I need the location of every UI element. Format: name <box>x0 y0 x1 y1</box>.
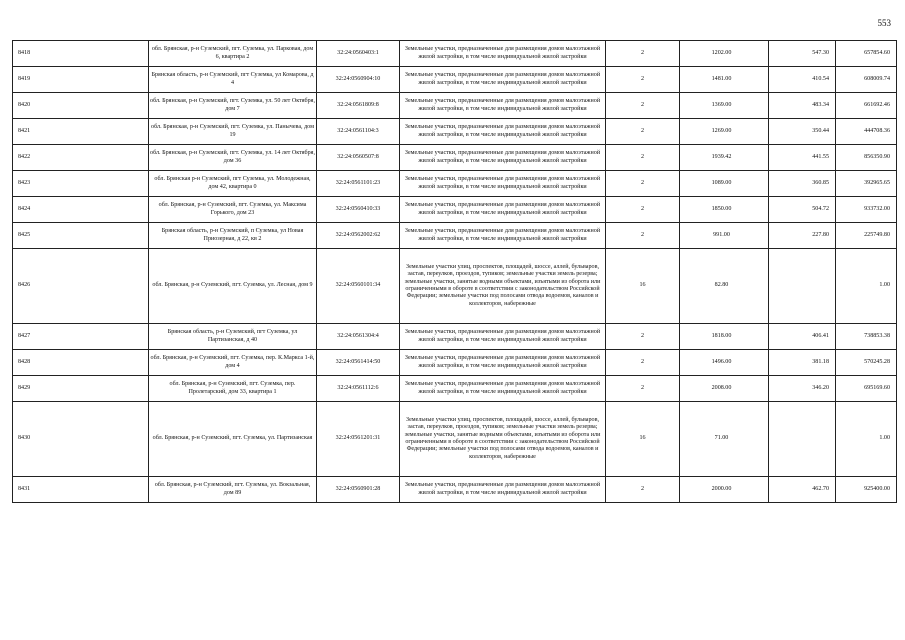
cadastral-number-cell: 32:24:0560507:8 <box>317 145 400 171</box>
row-number: 8430 <box>13 402 149 477</box>
area-cell: 1818.00 <box>680 324 769 350</box>
area-cell: 1481.00 <box>680 67 769 93</box>
specific-value-cell: 410.54 <box>769 67 836 93</box>
cadastral-value-cell: 570245.28 <box>836 350 897 376</box>
cadastral-value-cell: 657854.60 <box>836 41 897 67</box>
cadastral-number-cell: 32:24:0561104:3 <box>317 119 400 145</box>
area-cell: 1939.42 <box>680 145 769 171</box>
land-use-cell: Земельные участки улиц, проспектов, площадей, шоссе, аллей, бульваров, застав, переулков, проездов, тупиков; земельные участки земель резерва; земельные участки, занятые водными объектами, изъятыми из оборота или ограниченными в обороте в соответствии с законодательством Российской Федерации; земельные участки под полосами отвода водоемов, каналов и коллекторов, набережные <box>400 402 606 477</box>
table-row <box>13 324 897 350</box>
address-cell: обл. Брянская, р-н Суземский, пгт. Суземка, ул. Панычева, дом 19 <box>149 119 317 145</box>
cadastral-value-cell: 695169.60 <box>836 376 897 402</box>
cadastral-value-cell: 1.00 <box>836 402 897 477</box>
address-cell: обл. Брянская, р-н Суземский, пгт. Суземка, ул. Вокзальная, дом 89 <box>149 477 317 503</box>
cadastral-number-cell: 32:24:0561201:31 <box>317 402 400 477</box>
row-number: 8425 <box>13 223 149 249</box>
cadastral-number-cell: 32:24:0560403:1 <box>317 41 400 67</box>
table-row <box>13 376 897 402</box>
group-cell: 2 <box>606 67 680 93</box>
area-cell: 82.80 <box>680 249 769 324</box>
area-cell: 2000.00 <box>680 477 769 503</box>
table-row <box>13 93 897 119</box>
cadastral-number-cell: 32:24:0561101:23 <box>317 171 400 197</box>
group-cell: 2 <box>606 376 680 402</box>
row-number: 8420 <box>13 93 149 119</box>
page-number: 553 <box>877 18 891 28</box>
cadastral-number-cell: 32:24:0561304:4 <box>317 324 400 350</box>
table-row <box>13 223 897 249</box>
cadastral-number-cell: 32:24:0562002:62 <box>317 223 400 249</box>
address-cell: обл. Брянская, р-н Суземский, пгт. Суземка, пер. Пролетарский, дом 33, квартира 1 <box>149 376 317 402</box>
cadastral-number-cell: 32:24:0561414:50 <box>317 350 400 376</box>
row-number: 8418 <box>13 41 149 67</box>
area-cell: 2008.00 <box>680 376 769 402</box>
specific-value-cell: 381.18 <box>769 350 836 376</box>
area-cell: 1269.00 <box>680 119 769 145</box>
cadastral-number-cell: 32:24:0560904:10 <box>317 67 400 93</box>
row-number: 8426 <box>13 249 149 324</box>
row-number: 8421 <box>13 119 149 145</box>
cadastral-value-cell: 856350.90 <box>836 145 897 171</box>
table-row <box>13 171 897 197</box>
cadastral-value-cell: 444708.36 <box>836 119 897 145</box>
cadastral-number-cell: 32:24:0560101:34 <box>317 249 400 324</box>
specific-value-cell: 547.30 <box>769 41 836 67</box>
land-use-cell: Земельные участки, предназначенные для размещения домов малоэтажной жилой застройки, в том числе индивидуальной жилой застройки <box>400 324 606 350</box>
land-use-cell: Земельные участки, предназначенные для размещения домов малоэтажной жилой застройки, в том числе индивидуальной жилой застройки <box>400 119 606 145</box>
table-row <box>13 119 897 145</box>
table-row <box>13 197 897 223</box>
cadastral-number-cell: 32:24:0560901:28 <box>317 477 400 503</box>
land-use-cell: Земельные участки, предназначенные для размещения домов малоэтажной жилой застройки, в том числе индивидуальной жилой застройки <box>400 93 606 119</box>
group-cell: 2 <box>606 145 680 171</box>
address-cell: обл. Брянская, р-н Суземский, пгт. Суземка, ул. 50 лет Октября, дом 7 <box>149 93 317 119</box>
area-cell: 991.00 <box>680 223 769 249</box>
table-row <box>13 249 897 324</box>
cadastral-value-cell: 225749.80 <box>836 223 897 249</box>
area-cell: 71.00 <box>680 402 769 477</box>
cadastral-value-cell: 738853.38 <box>836 324 897 350</box>
cadastral-value-table <box>12 40 897 503</box>
address-cell: обл. Брянская, р-н Суземский, пгт. Суземка, ул. Партизанская <box>149 402 317 477</box>
land-use-cell: Земельные участки, предназначенные для размещения домов малоэтажной жилой застройки, в том числе индивидуальной жилой застройки <box>400 171 606 197</box>
row-number: 8423 <box>13 171 149 197</box>
row-number: 8424 <box>13 197 149 223</box>
address-cell: обл. Брянская, р-н Суземский, пгт. Суземка, ул. Лесная, дом 9 <box>149 249 317 324</box>
table-row <box>13 41 897 67</box>
row-number: 8431 <box>13 477 149 503</box>
land-use-cell: Земельные участки, предназначенные для размещения домов малоэтажной жилой застройки, в том числе индивидуальной жилой застройки <box>400 197 606 223</box>
specific-value-cell: 350.44 <box>769 119 836 145</box>
cadastral-value-cell: 933732.00 <box>836 197 897 223</box>
group-cell: 16 <box>606 249 680 324</box>
address-cell: обл. Брянская, р-н Суземский, пгт. Суземка, пер. К.Маркса 1-й, дом 4 <box>149 350 317 376</box>
group-cell: 2 <box>606 350 680 376</box>
land-use-cell: Земельные участки, предназначенные для размещения домов малоэтажной жилой застройки, в том числе индивидуальной жилой застройки <box>400 376 606 402</box>
row-number: 8427 <box>13 324 149 350</box>
group-cell: 2 <box>606 197 680 223</box>
cadastral-value-cell: 608009.74 <box>836 67 897 93</box>
cadastral-value-cell: 392965.65 <box>836 171 897 197</box>
table-row <box>13 145 897 171</box>
address-cell: обл. Брянская, р-н Суземский, пгт. Суземка, ул. Парковая, дом 6, квартира 2 <box>149 41 317 67</box>
address-cell: Брянская область, р-н Суземский, п Суземка, ул Новая Приозерная, д 22, кв 2 <box>149 223 317 249</box>
table-body <box>13 41 897 503</box>
specific-value-cell: 406.41 <box>769 324 836 350</box>
group-cell: 2 <box>606 41 680 67</box>
group-cell: 2 <box>606 324 680 350</box>
group-cell: 2 <box>606 171 680 197</box>
area-cell: 1089.00 <box>680 171 769 197</box>
specific-value-cell: 504.72 <box>769 197 836 223</box>
specific-value-cell <box>769 249 836 324</box>
area-cell: 1202.00 <box>680 41 769 67</box>
table-row <box>13 402 897 477</box>
address-cell: Брянская область, р-н Суземский, пгт Суземка, ул Комарова, д 4 <box>149 67 317 93</box>
land-use-cell: Земельные участки, предназначенные для размещения домов малоэтажной жилой застройки, в том числе индивидуальной жилой застройки <box>400 145 606 171</box>
group-cell: 2 <box>606 223 680 249</box>
specific-value-cell: 441.55 <box>769 145 836 171</box>
address-cell: обл. Брянская, р-н Суземский, пгт. Суземка, ул. Максима Горького, дом 23 <box>149 197 317 223</box>
land-use-cell: Земельные участки улиц, проспектов, площадей, шоссе, аллей, бульваров, застав, переулков, проездов, тупиков; земельные участки земель резерва; земельные участки, занятые водными объектами, изъятыми из оборота или ограниченными в обороте в соответствии с законодательством Российской Федерации; земельные участки под полосами отвода водоемов, каналов и коллекторов, набережные <box>400 249 606 324</box>
cadastral-number-cell: 32:24:0561112:6 <box>317 376 400 402</box>
cadastral-number-cell: 32:24:0560410:33 <box>317 197 400 223</box>
area-cell: 1496.00 <box>680 350 769 376</box>
area-cell: 1850.00 <box>680 197 769 223</box>
row-number: 8428 <box>13 350 149 376</box>
group-cell: 2 <box>606 119 680 145</box>
specific-value-cell: 483.34 <box>769 93 836 119</box>
specific-value-cell: 227.80 <box>769 223 836 249</box>
group-cell: 2 <box>606 477 680 503</box>
table-row <box>13 67 897 93</box>
specific-value-cell <box>769 402 836 477</box>
address-cell: обл. Брянская р-н Суземский, пгт Суземка, ул. Молодежная, дом 42, квартира 0 <box>149 171 317 197</box>
area-cell: 1369.00 <box>680 93 769 119</box>
row-number: 8429 <box>13 376 149 402</box>
specific-value-cell: 360.85 <box>769 171 836 197</box>
land-use-cell: Земельные участки, предназначенные для размещения домов малоэтажной жилой застройки, в том числе индивидуальной жилой застройки <box>400 41 606 67</box>
table-row <box>13 477 897 503</box>
specific-value-cell: 462.70 <box>769 477 836 503</box>
address-cell: обл. Брянская, р-н Суземский, пгт. Суземка, ул. 14 лет Октября, дом 36 <box>149 145 317 171</box>
cadastral-value-cell: 661692.46 <box>836 93 897 119</box>
address-cell: Брянская область, р-н Суземский, пгт Суземка, ул Партизанская, д 40 <box>149 324 317 350</box>
land-use-cell: Земельные участки, предназначенные для размещения домов малоэтажной жилой застройки, в том числе индивидуальной жилой застройки <box>400 223 606 249</box>
cadastral-number-cell: 32:24:0561809:8 <box>317 93 400 119</box>
row-number: 8422 <box>13 145 149 171</box>
cadastral-value-cell: 1.00 <box>836 249 897 324</box>
land-use-cell: Земельные участки, предназначенные для размещения домов малоэтажной жилой застройки, в том числе индивидуальной жилой застройки <box>400 477 606 503</box>
table-row <box>13 350 897 376</box>
row-number: 8419 <box>13 67 149 93</box>
land-use-cell: Земельные участки, предназначенные для размещения домов малоэтажной жилой застройки, в том числе индивидуальной жилой застройки <box>400 350 606 376</box>
group-cell: 16 <box>606 402 680 477</box>
land-use-cell: Земельные участки, предназначенные для размещения домов малоэтажной жилой застройки, в том числе индивидуальной жилой застройки <box>400 67 606 93</box>
specific-value-cell: 346.20 <box>769 376 836 402</box>
group-cell: 2 <box>606 93 680 119</box>
cadastral-value-cell: 925400.00 <box>836 477 897 503</box>
